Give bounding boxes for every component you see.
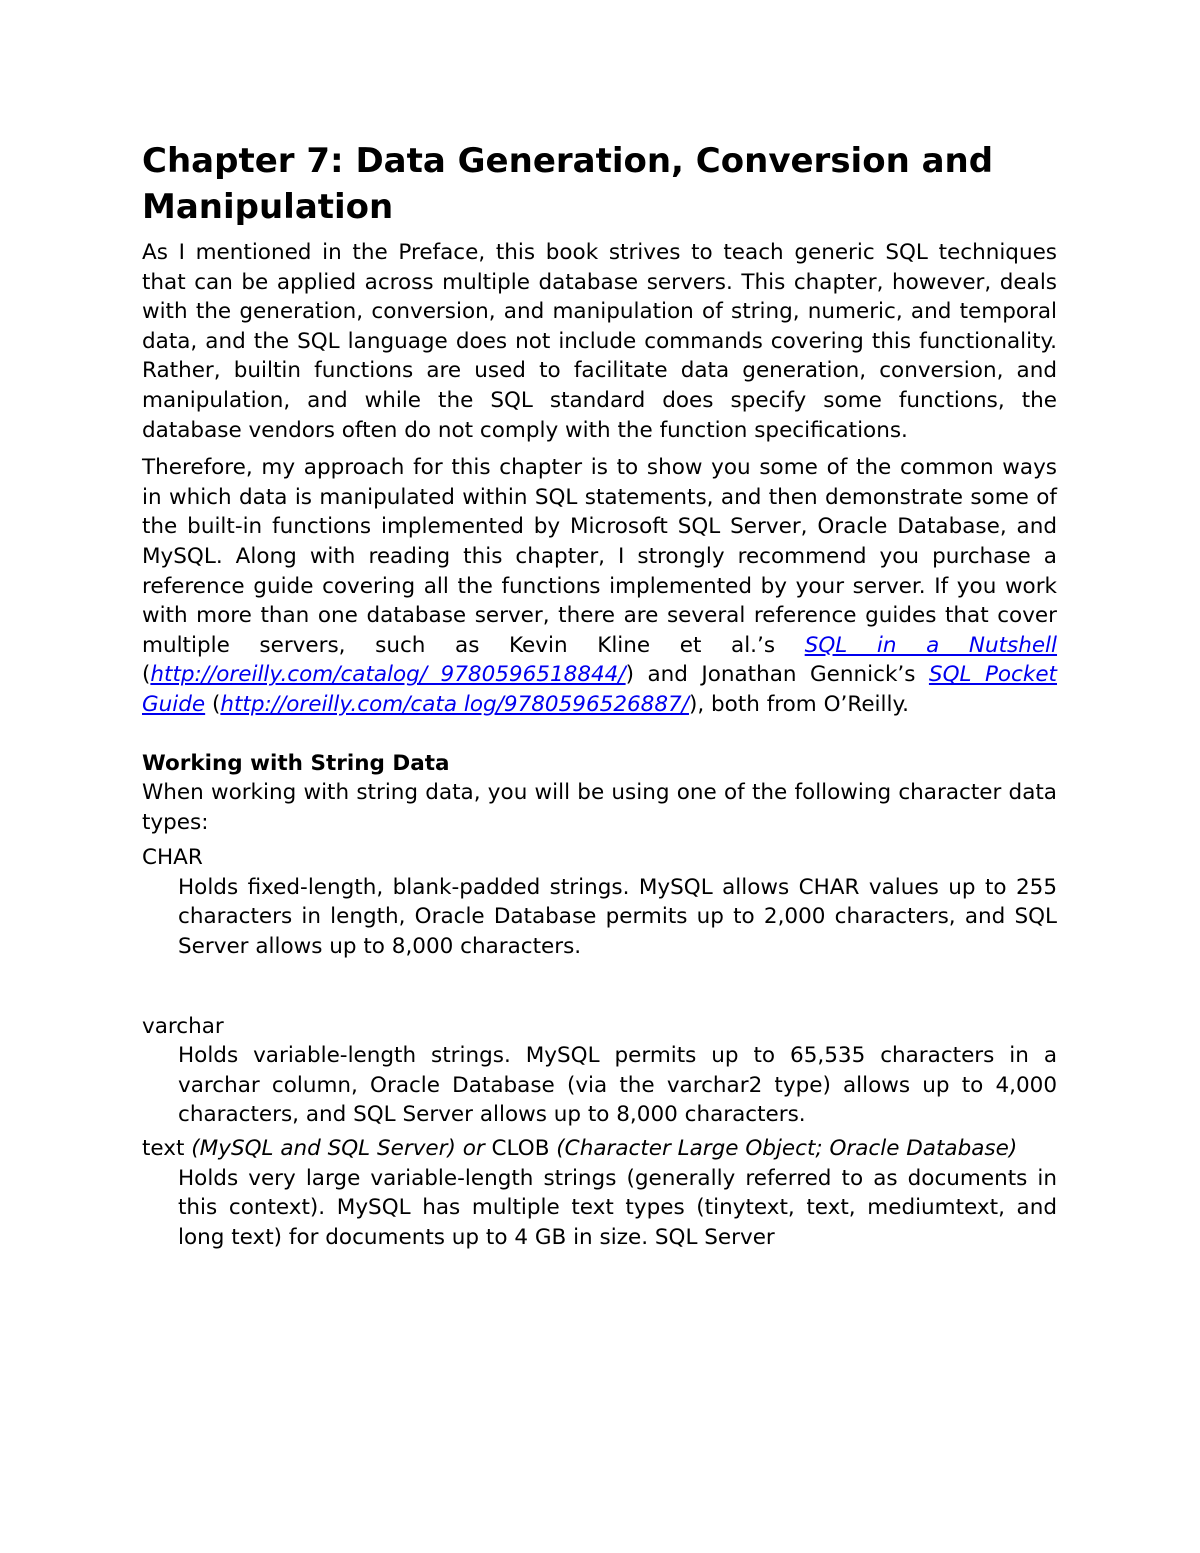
section-intro: When working with string data, you will be using one of the following character data types: bbox=[142, 780, 1057, 835]
intro-paragraph: As I mentioned in the Preface, this book strives to teach generic SQL techniques that can be applied across multiple database servers. This chapter, however, deals with the generation, conversion, and manipulation of string, numeric, and temporal data, and the SQL language does not include commands covering this functionality. Rather, builtin functions are used to facilitate data generation, conversion, and manipulation, and while the SQL standard does specify some functions, the database vendors often do not comply with the function specifications. bbox=[142, 240, 1057, 443]
type-def-char: Holds fixed-length, blank-padded strings. MySQL allows CHAR values up to 255 characters in length, Oracle Database permits up to 2,000 characters, and SQL Server allows up to 8,000 characters. bbox=[178, 874, 1057, 960]
sql-pocket-guide-link[interactable]: SQL Pocket Guide bbox=[142, 662, 1057, 717]
type-def-varchar: Holds variable-length strings. MySQL permits up to 65,535 characters in a varchar column, Oracle Database (via the varchar2 type) allows up to 4,000 characters, and SQL Server allows up to 8,000 characters. bbox=[178, 1043, 1057, 1128]
document-page bbox=[142, 138, 1057, 1252]
type-term-char: CHAR bbox=[142, 845, 203, 871]
section-heading: Working with String Data bbox=[142, 750, 450, 776]
chapter-title: Chapter 7: Data Generation, Conversion and Manipulation bbox=[142, 141, 994, 227]
approach-text-start: Therefore, my approach for this chapter is to show you some of the common ways in which data is manipulated within SQL statements, and then demonstrate some of the built-in functions implemented by Microsoft SQL Server, Oracle Database, and MySQL. Along with reading this chapter, I strongly recommend you purchase a reference guide covering all the functions implemented by your server. If you work with more than one database server, there are several reference guides that cover multiple servers, such as Kevin Kline et al.’s bbox=[142, 455, 1057, 658]
approach-text-mid: ) and Jonathan Gennick’s bbox=[625, 662, 929, 688]
type-term-text: text (MySQL and SQL Server) or CLOB (Character Large Object; Oracle Database) bbox=[142, 1136, 1018, 1162]
type-term-varchar: varchar bbox=[142, 1013, 224, 1039]
type-def-text: Holds very large variable-length strings (generally referred to as documents in this context). MySQL has multiple text types (tinytext, text, mediumtext, and long text) for documents up to 4 GB in size. SQL Server bbox=[178, 1165, 1057, 1250]
pocket-guide-url-link[interactable]: http://oreilly.com/cata log/9780596526887/ bbox=[220, 691, 689, 717]
sql-in-a-nutshell-link[interactable]: SQL in a Nutshell bbox=[804, 632, 1058, 658]
approach-paragraph: Therefore, my approach for this chapter is to show you some of the common ways in which data is manipulated within SQL statements, and then demonstrate some of the built-in functions implemented by Microsoft SQL Server, Oracle Database, and MySQL. Along with reading this chapter, I strongly recommend you purchase a reference guide covering all the functions implemented by your server. If you work with more than one database server, there are several reference guides that cover multiple servers, such as Kevin Kline et al.’s SQL in a Nutshell (http://oreilly.com/catalog/ 9780596518844/) and Jonathan Gennick’s SQL Pocket Guide (http://oreilly.com/cata log/9780596526887/), both from O’Reilly. bbox=[142, 455, 1058, 717]
approach-text-end: ), both from O’Reilly. bbox=[688, 691, 909, 717]
nutshell-url-link[interactable]: http://oreilly.com/catalog/ 9780596518844/ bbox=[150, 662, 626, 688]
